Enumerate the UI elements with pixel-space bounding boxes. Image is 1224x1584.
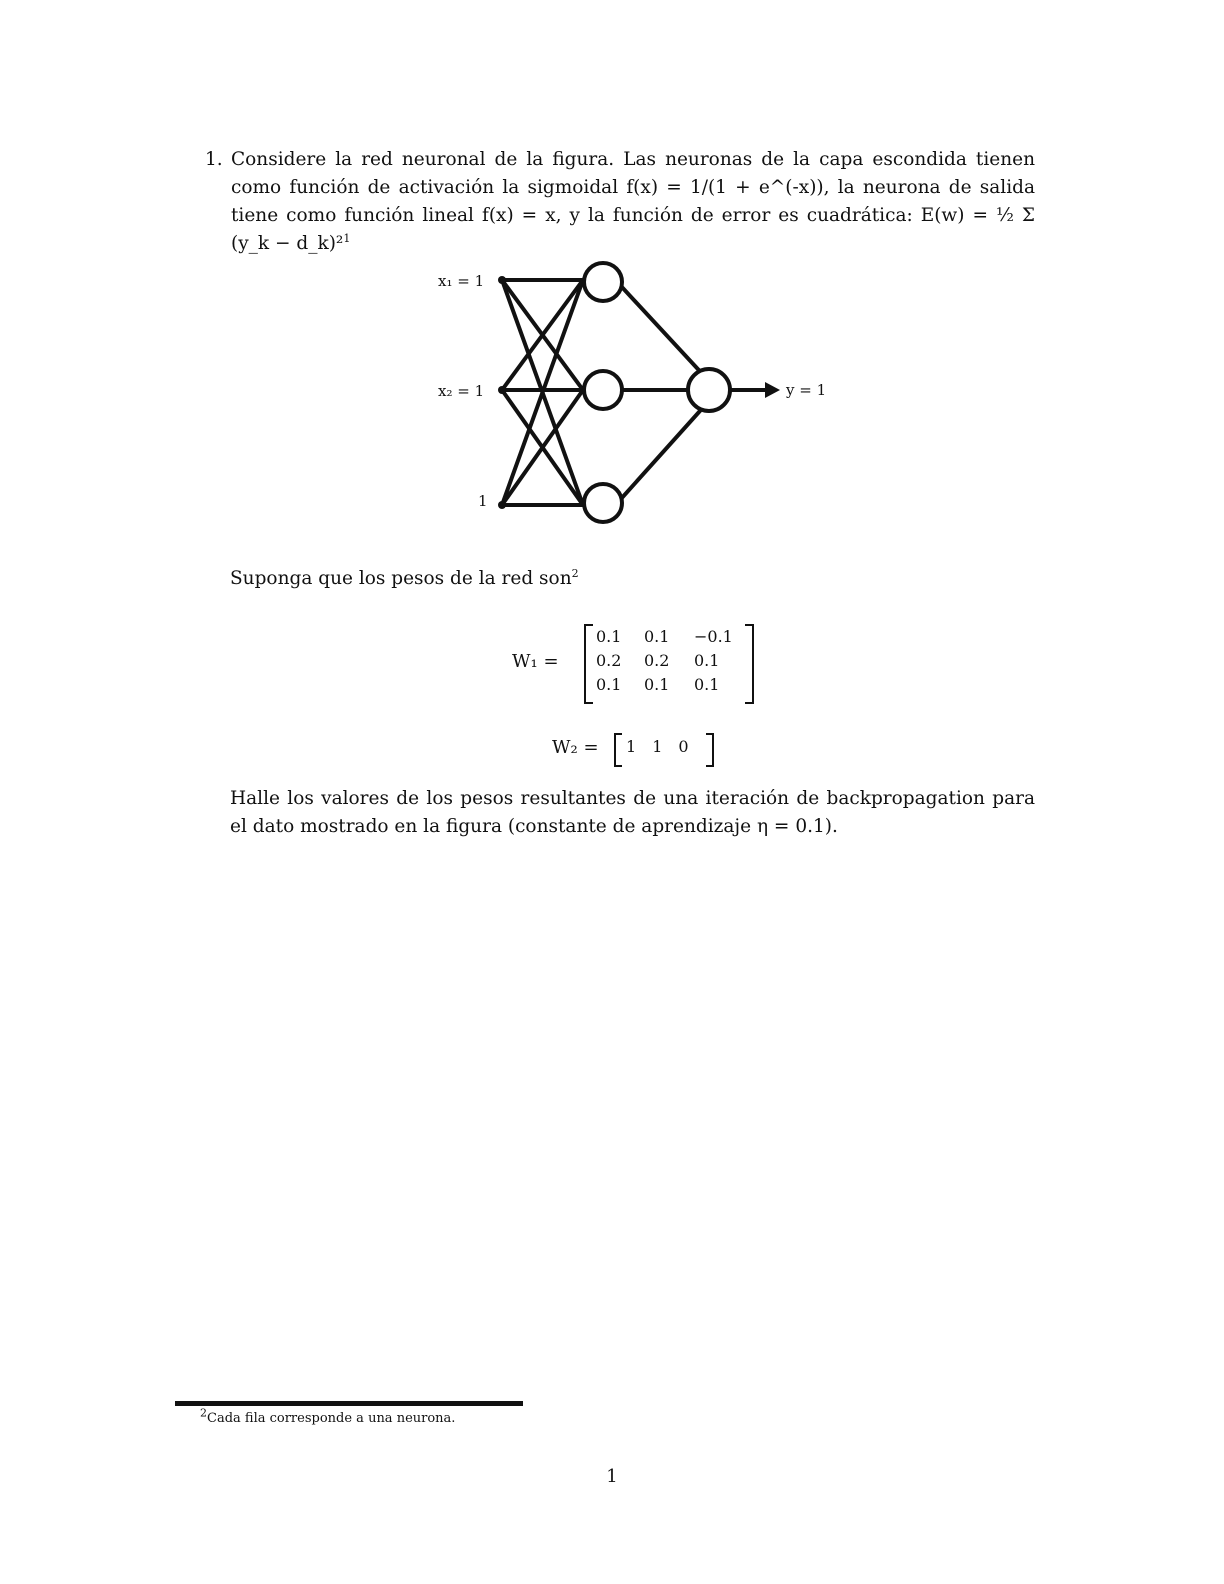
question-line2: dato mostrado en la figura (constante de aprendizaje η = 0.1).	[252, 816, 838, 837]
problem-text	[231, 146, 1035, 258]
output-neuron	[688, 369, 730, 411]
w2-cell: 1	[626, 737, 637, 756]
footnote-text: Cada fila corresponde a una neurona.	[207, 1411, 456, 1426]
w2-cell: 0	[678, 737, 689, 756]
problem-text-line2a: como función de activación la sigmoidal	[231, 177, 627, 198]
output-arrowhead	[765, 382, 780, 398]
w1-cell: 0.1	[596, 627, 622, 646]
edge-h3-out	[620, 402, 708, 500]
output-label: y = 1	[786, 381, 827, 399]
w1-cell: 0.2	[596, 651, 622, 670]
matrix-right-bracket	[745, 624, 754, 704]
footnote-rule	[175, 1401, 523, 1406]
sigmoid-formula: f(x) = 1/(1 + e^(-x))	[626, 177, 824, 198]
w2-vector	[614, 732, 714, 764]
neural-network-diagram	[420, 250, 840, 540]
w1-label: W₁ =	[512, 651, 559, 672]
footnote	[200, 1406, 600, 1428]
problem-number: 1.	[205, 149, 223, 170]
hidden-neuron-2	[584, 371, 622, 409]
w1-equation	[512, 622, 752, 704]
vector-right-bracket	[706, 733, 714, 767]
footnote-ref-1: 1	[343, 231, 351, 245]
w2-vector-cells	[626, 737, 689, 756]
problem-text-line3: x, y la función de error es cuadrática: E(w) = ½ Σ (y_k − d_k)²	[231, 205, 1035, 254]
w1-matrix-grid	[596, 626, 744, 696]
w1-cell: 0.1	[694, 675, 720, 694]
hidden-neuron-3	[584, 484, 622, 522]
w2-cell: 1	[652, 737, 663, 756]
weights-intro	[230, 565, 1035, 593]
footnote-ref-2: 2	[571, 566, 579, 580]
w1-cell: 0.1	[644, 675, 670, 694]
w1-cell: 0.1	[596, 675, 622, 694]
problem-text-line1: Considere la red neuronal de la figura. Las neuronas de la capa escondida tienen	[231, 149, 1035, 170]
w1-matrix	[584, 622, 754, 702]
edge-h1-out	[620, 285, 708, 380]
hidden-neuron-1	[584, 263, 622, 301]
input-label-1: x₁ = 1	[438, 272, 485, 290]
question-line1: Halle los valores de los pesos resultantes de una iteración de backpropagation para el	[230, 788, 1035, 837]
w1-cell: 0.2	[644, 651, 670, 670]
w1-cell: −0.1	[694, 627, 733, 646]
input-label-bias: 1	[478, 492, 488, 510]
problem-text-line2b: , la neurona de salida tiene como función lineal f(x) =	[231, 177, 1035, 226]
w1-cell: 0.1	[694, 651, 720, 670]
w2-label: W₂ =	[552, 737, 599, 758]
input-node-bias	[498, 501, 506, 509]
input-node-2	[498, 386, 506, 394]
matrix-left-bracket	[584, 624, 593, 704]
vector-left-bracket	[614, 733, 622, 767]
weights-intro-text: Suponga que los pesos de la red son	[230, 568, 572, 589]
input-label-2: x₂ = 1	[438, 382, 485, 400]
w2-equation	[552, 732, 732, 766]
footnote-mark: 2	[200, 1406, 207, 1420]
question-text	[230, 785, 1035, 841]
w1-cell: 0.1	[644, 627, 670, 646]
input-node-1	[498, 276, 506, 284]
page-number: 1	[606, 1466, 618, 1487]
